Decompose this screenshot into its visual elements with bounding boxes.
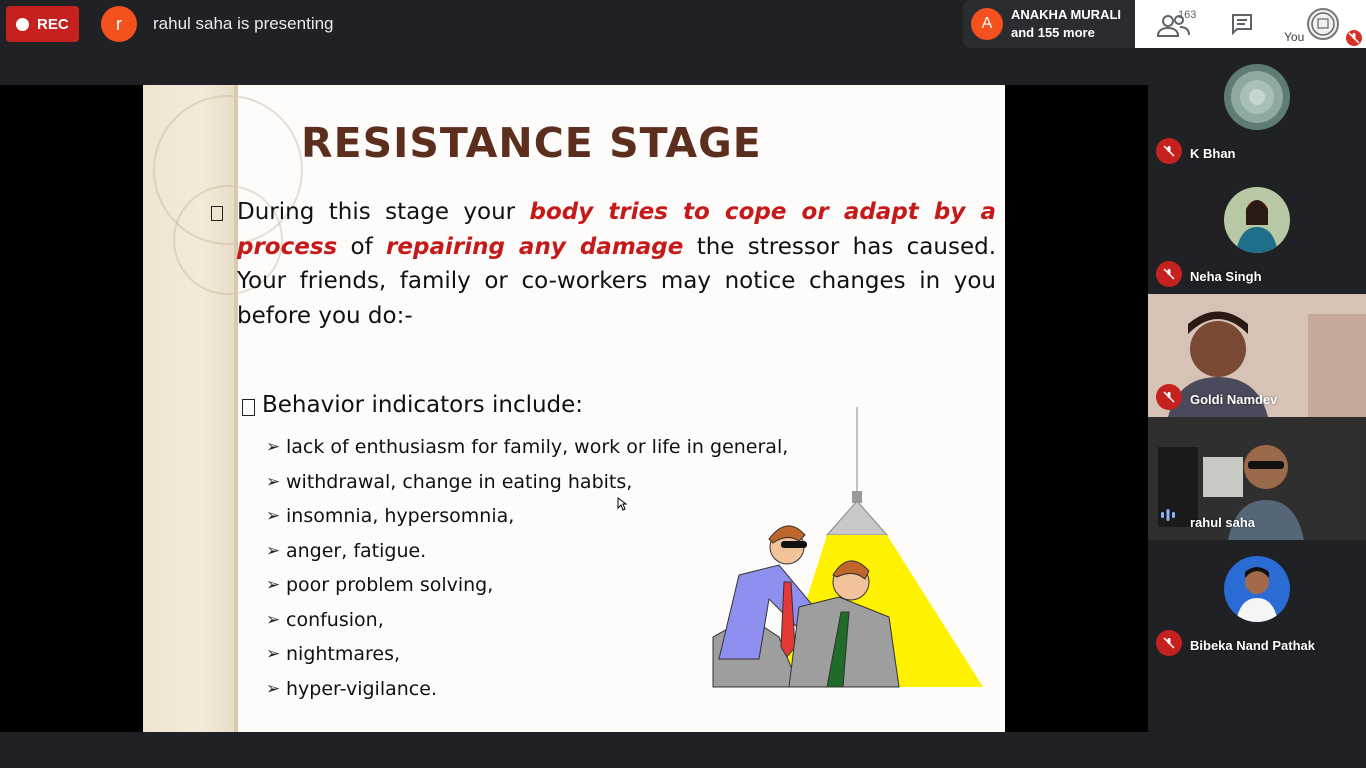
slide-paragraph	[237, 195, 996, 333]
person-photo-icon	[1224, 556, 1290, 622]
square-bullet-icon	[242, 399, 255, 416]
self-label: You	[1284, 30, 1305, 44]
square-bullet-icon	[211, 206, 223, 221]
para-emphasis-1: body tries to cope or adapt by a process	[237, 199, 996, 260]
viewer-name: ANAKHA MURALI	[1011, 7, 1122, 22]
participant-tile[interactable]	[1148, 48, 1366, 171]
mic-off-icon	[1156, 630, 1182, 656]
person-photo-icon	[1224, 187, 1290, 253]
participant-name: Neha Singh	[1190, 269, 1262, 284]
arrow-bullet-icon: ➢	[266, 644, 281, 665]
para-text-2: of	[337, 233, 387, 260]
institution-logo-icon	[1309, 10, 1337, 38]
top-bar	[0, 0, 1148, 48]
arrow-bullet-icon: ➢	[266, 437, 281, 458]
participant-name: rahul saha	[1190, 515, 1256, 530]
speaking-indicator-icon	[1160, 508, 1176, 527]
list-item-text: hyper-vigilance.	[286, 677, 437, 700]
chat-icon	[1229, 12, 1255, 36]
recording-label: REC	[37, 15, 69, 33]
bottom-bar	[0, 732, 1148, 768]
list-item-text: lack of enthusiasm for family, work or life in general,	[286, 436, 789, 459]
avatar	[1224, 64, 1290, 130]
participant-tile[interactable]	[1148, 294, 1366, 417]
para-emphasis-2: repairing any damage	[386, 233, 684, 260]
arrow-bullet-icon: ➢	[266, 678, 281, 699]
avatar	[1224, 556, 1290, 622]
participant-name: Bibeka Nand Pathak	[1190, 638, 1315, 653]
arrow-bullet-icon: ➢	[266, 471, 281, 492]
arrow-bullet-icon: ➢	[266, 575, 281, 596]
mic-off-icon	[1346, 30, 1362, 46]
presentation-stage	[0, 85, 1148, 732]
viewer-more: and 155 more	[1011, 25, 1095, 40]
presenter-avatar: r	[101, 6, 137, 42]
recording-badge[interactable]	[6, 6, 79, 42]
chat-button[interactable]	[1229, 12, 1255, 36]
side-panel-header	[1135, 0, 1366, 48]
presenting-status: rahul saha is presenting	[153, 14, 334, 33]
mouse-cursor-icon	[617, 497, 627, 511]
arrow-bullet-icon: ➢	[266, 540, 281, 561]
self-avatar[interactable]	[1307, 8, 1339, 40]
list-item-text: poor problem solving,	[286, 574, 494, 597]
participant-name: K Bhan	[1190, 146, 1236, 161]
participant-count: 163	[1178, 9, 1197, 21]
mic-off-icon	[1156, 384, 1182, 410]
participant-tile[interactable]	[1148, 417, 1366, 540]
avatar	[1224, 187, 1290, 253]
succulent-photo-icon	[1224, 64, 1290, 130]
interrogation-clipart	[709, 407, 985, 689]
arrow-bullet-icon: ➢	[266, 506, 281, 527]
participant-name: Goldi Namdev	[1190, 392, 1278, 407]
record-dot-icon	[16, 18, 29, 31]
para-text-1: During this stage your	[237, 199, 530, 225]
list-item-text: nightmares,	[286, 643, 401, 666]
list-item-text: anger, fatigue.	[286, 539, 427, 562]
viewer-avatar: A	[971, 8, 1003, 40]
mic-off-icon	[1156, 261, 1182, 287]
mic-off-icon	[1156, 138, 1182, 164]
participant-tile[interactable]	[1148, 171, 1366, 294]
list-item-text: withdrawal, change in eating habits,	[286, 470, 633, 493]
list-item-text: confusion,	[286, 608, 384, 631]
list-item-text: insomnia, hypersomnia,	[286, 505, 515, 528]
para-text-3: the stressor has caused. Your friends, family or co-workers may notice changes in you before you do:-	[237, 233, 996, 329]
viewers-chip[interactable]	[963, 0, 1135, 48]
participant-tile[interactable]	[1148, 540, 1366, 663]
slide-decorative-sidebar	[143, 85, 238, 732]
self-mic-off-icon[interactable]	[1346, 30, 1362, 46]
participants-panel	[1148, 48, 1366, 768]
behavior-heading: Behavior indicators include:	[262, 392, 584, 418]
slide	[143, 85, 1005, 732]
slide-title: RESISTANCE STAGE	[301, 119, 762, 167]
video-feed-icon	[1148, 417, 1366, 540]
arrow-bullet-icon: ➢	[266, 609, 281, 630]
slide-sidebar-edge	[234, 85, 238, 732]
